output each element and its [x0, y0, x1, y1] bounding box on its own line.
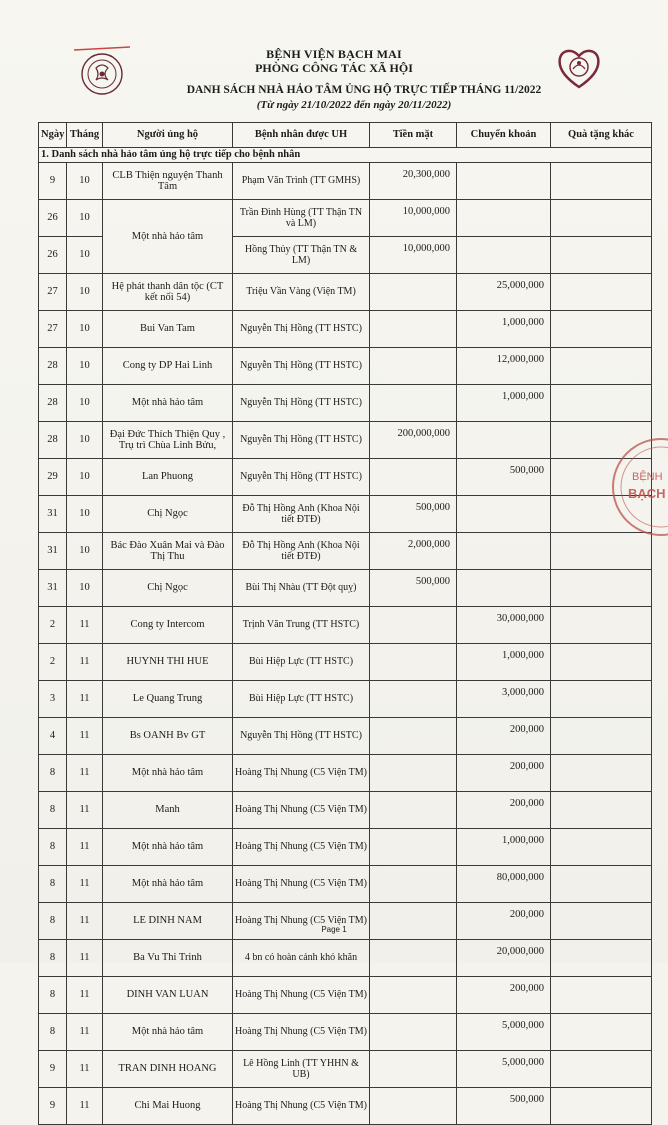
cell-patient: Hoàng Thị Nhung (C5 Viện TM): [233, 1088, 370, 1125]
cell-month: 11: [67, 866, 103, 903]
cell-donor: Một nhà hảo tâm: [103, 866, 233, 903]
table-row: [39, 829, 652, 866]
cell-day: 3: [39, 681, 67, 718]
cell-patient: Hoàng Thị Nhung (C5 Viện TM): [233, 866, 370, 903]
cell-cash: [370, 607, 457, 644]
cell-gift: [551, 1051, 652, 1088]
cell-cash: [370, 792, 457, 829]
cell-month: 11: [67, 644, 103, 681]
cell-day: 28: [39, 422, 67, 459]
table-row: [39, 163, 652, 200]
cell-patient: Đỗ Thị Hồng Anh (Khoa Nội tiết ĐTĐ): [233, 533, 370, 570]
cell-cash: 200,000,000: [370, 422, 457, 459]
cell-cash: 2,000,000: [370, 533, 457, 570]
table-row: [39, 200, 652, 237]
cell-cash: [370, 866, 457, 903]
document-title: DANH SÁCH NHÀ HẢO TÂM ỦNG HỘ TRỰC TIẾP THÁNG 11/2022: [186, 84, 542, 96]
cell-day: 28: [39, 385, 67, 422]
cell-transfer: 1,000,000: [457, 311, 551, 348]
cell-gift: [551, 977, 652, 1014]
table-row: [39, 940, 652, 977]
table-row: [39, 570, 652, 607]
cell-gift: [551, 718, 652, 755]
red-stamp: [606, 432, 668, 542]
cell-donor: Một nhà hảo tâm: [103, 200, 233, 274]
cell-patient: Bùi Hiệp Lực (TT HSTC): [233, 644, 370, 681]
cell-cash: [370, 644, 457, 681]
cell-day: 27: [39, 311, 67, 348]
cell-patient: Hoàng Thị Nhung (C5 Viện TM): [233, 829, 370, 866]
table-row: [39, 792, 652, 829]
cell-patient: Hoàng Thị Nhung (C5 Viện TM): [233, 792, 370, 829]
cell-month: 11: [67, 718, 103, 755]
cell-cash: [370, 940, 457, 977]
cell-transfer: 200,000: [457, 718, 551, 755]
table-row: [39, 718, 652, 755]
cell-transfer: 20,000,000: [457, 940, 551, 977]
cell-transfer: [457, 200, 551, 237]
col-header-transfer: Chuyển khoản: [457, 123, 551, 148]
cell-cash: [370, 1051, 457, 1088]
cell-cash: [370, 1088, 457, 1125]
table-row: [39, 866, 652, 903]
cell-gift: [551, 866, 652, 903]
cell-transfer: 200,000: [457, 977, 551, 1014]
cell-patient: Nguyễn Thị Hồng (TT HSTC): [233, 422, 370, 459]
cell-donor: Manh: [103, 792, 233, 829]
cell-month: 10: [67, 533, 103, 570]
cell-cash: 10,000,000: [370, 237, 457, 274]
cell-month: 11: [67, 607, 103, 644]
section-row: [39, 148, 652, 163]
table-row: [39, 385, 652, 422]
cell-transfer: 5,000,000: [457, 1051, 551, 1088]
cell-patient: Bùi Thị Nhàu (TT Đột quỵ): [233, 570, 370, 607]
cell-patient: Bùi Hiệp Lực (TT HSTC): [233, 681, 370, 718]
cell-gift: [551, 385, 652, 422]
cell-day: 2: [39, 607, 67, 644]
table-row: [39, 496, 652, 533]
cell-transfer: [457, 533, 551, 570]
col-header-gift: Quà tặng khác: [551, 123, 652, 148]
cell-day: 31: [39, 533, 67, 570]
cell-gift: [551, 755, 652, 792]
cell-patient: Hoàng Thị Nhung (C5 Viện TM): [233, 977, 370, 1014]
cell-month: 11: [67, 755, 103, 792]
cell-month: 10: [67, 348, 103, 385]
cell-day: 8: [39, 940, 67, 977]
cell-month: 11: [67, 681, 103, 718]
col-header-month: Tháng: [67, 123, 103, 148]
stamp-text-1: BỆNH: [632, 471, 663, 483]
cell-cash: 500,000: [370, 496, 457, 533]
cell-month: 11: [67, 792, 103, 829]
table-row: [39, 274, 652, 311]
cell-day: 4: [39, 718, 67, 755]
cell-transfer: 5,000,000: [457, 1014, 551, 1051]
cell-donor: Le Quang Trung: [103, 681, 233, 718]
cell-cash: [370, 829, 457, 866]
table-row: [39, 1088, 652, 1125]
cell-day: 29: [39, 459, 67, 496]
cell-month: 11: [67, 829, 103, 866]
stamp-text-2: BẠCH: [628, 486, 666, 501]
cell-gift: [551, 311, 652, 348]
cell-month: 10: [67, 163, 103, 200]
cell-donor: Một nhà hảo tâm: [103, 829, 233, 866]
cell-day: 8: [39, 866, 67, 903]
cell-gift: [551, 274, 652, 311]
table-row: [39, 533, 652, 570]
cell-month: 11: [67, 940, 103, 977]
table-row: [39, 1051, 652, 1088]
table-row: [39, 644, 652, 681]
cell-transfer: 200,000: [457, 792, 551, 829]
department-name: PHÒNG CÔNG TÁC XÃ HỘI: [255, 61, 413, 75]
cell-donor: HUYNH THI HUE: [103, 644, 233, 681]
cell-month: 10: [67, 237, 103, 274]
cell-transfer: 30,000,000: [457, 607, 551, 644]
cell-donor: Một nhà hảo tâm: [103, 1014, 233, 1051]
table-row: [39, 459, 652, 496]
cell-cash: [370, 311, 457, 348]
cell-gift: [551, 163, 652, 200]
cell-gift: [551, 681, 652, 718]
table-row: [39, 311, 652, 348]
cell-patient: Đỗ Thị Hồng Anh (Khoa Nội tiết ĐTĐ): [233, 496, 370, 533]
cell-cash: 20,300,000: [370, 163, 457, 200]
cell-cash: [370, 1014, 457, 1051]
cell-day: 8: [39, 755, 67, 792]
cell-donor: Ba Vu Thi Trinh: [103, 940, 233, 977]
table-row: [39, 607, 652, 644]
col-header-cash: Tiền mặt: [370, 123, 457, 148]
table-row: [39, 755, 652, 792]
cell-donor: Cong ty Intercom: [103, 607, 233, 644]
cell-month: 11: [67, 903, 103, 940]
cell-transfer: 500,000: [457, 1088, 551, 1125]
cell-cash: [370, 755, 457, 792]
cell-donor: LE DINH NAM: [103, 903, 233, 940]
cell-transfer: [457, 237, 551, 274]
cell-day: 9: [39, 163, 67, 200]
cell-transfer: 80,000,000: [457, 866, 551, 903]
cell-patient: Hoàng Thị Nhung (C5 Viện TM): [233, 903, 370, 940]
cell-month: 10: [67, 459, 103, 496]
cell-month: 10: [67, 422, 103, 459]
cell-patient: Nguyễn Thị Hồng (TT HSTC): [233, 311, 370, 348]
cell-donor: CLB Thiện nguyện Thanh Tâm: [103, 163, 233, 200]
cell-donor: Chị Ngọc: [103, 496, 233, 533]
cell-patient: Phạm Văn Trình (TT GMHS): [233, 163, 370, 200]
cell-month: 11: [67, 1051, 103, 1088]
table-row: [39, 681, 652, 718]
cell-patient: Lê Hồng Linh (TT YHHN & UB): [233, 1051, 370, 1088]
cell-patient: Trịnh Văn Trung (TT HSTC): [233, 607, 370, 644]
col-header-day: Ngày: [39, 123, 67, 148]
section-title: 1. Danh sách nhà hảo tâm ủng hộ trực tiếp cho bệnh nhân: [39, 148, 652, 163]
cell-cash: [370, 681, 457, 718]
cell-cash: [370, 274, 457, 311]
cell-patient: Hồng Thủy (TT Thận TN & LM): [233, 237, 370, 274]
cell-gift: [551, 348, 652, 385]
cell-day: 27: [39, 274, 67, 311]
table-row: [39, 422, 652, 459]
cell-donor: DINH VAN LUAN: [103, 977, 233, 1014]
cell-gift: [551, 1014, 652, 1051]
cell-patient: Triệu Vần Vàng (Viện TM): [233, 274, 370, 311]
cell-month: 10: [67, 385, 103, 422]
cell-day: 9: [39, 1088, 67, 1125]
cell-cash: 500,000: [370, 570, 457, 607]
cell-day: 26: [39, 237, 67, 274]
cell-patient: Hoàng Thị Nhung (C5 Viện TM): [233, 1014, 370, 1051]
page-number: Page 1: [321, 925, 347, 934]
cell-month: 11: [67, 1088, 103, 1125]
cell-day: 31: [39, 496, 67, 533]
cell-transfer: 12,000,000: [457, 348, 551, 385]
cell-month: 10: [67, 570, 103, 607]
cell-month: 10: [67, 496, 103, 533]
cell-transfer: [457, 422, 551, 459]
cell-gift: [551, 570, 652, 607]
cell-month: 10: [67, 200, 103, 237]
cell-patient: Hoàng Thị Nhung (C5 Viện TM): [233, 755, 370, 792]
cell-month: 11: [67, 1014, 103, 1051]
cell-transfer: 1,000,000: [457, 385, 551, 422]
cell-transfer: 1,000,000: [457, 829, 551, 866]
cell-donor: Lan Phuong: [103, 459, 233, 496]
cell-gift: [551, 1088, 652, 1125]
cell-gift: [551, 607, 652, 644]
cell-gift: [551, 792, 652, 829]
table-row: [39, 977, 652, 1014]
col-header-donor: Người ủng hộ: [103, 123, 233, 148]
cell-transfer: 500,000: [457, 459, 551, 496]
cell-patient: Nguyễn Thị Hồng (TT HSTC): [233, 348, 370, 385]
cell-transfer: 25,000,000: [457, 274, 551, 311]
cell-cash: [370, 348, 457, 385]
cell-transfer: 1,000,000: [457, 644, 551, 681]
cell-patient: Nguyễn Thị Hồng (TT HSTC): [233, 718, 370, 755]
cell-gift: [551, 829, 652, 866]
cell-donor: Đại Đức Thích Thiện Quy , Trụ trì Chùa Linh Bửu,: [103, 422, 233, 459]
cell-month: 10: [67, 311, 103, 348]
cell-donor: TRAN DINH HOANG: [103, 1051, 233, 1088]
document-period: (Từ ngày 21/10/2022 đến ngày 20/11/2022): [256, 99, 452, 111]
cell-day: 31: [39, 570, 67, 607]
cell-transfer: [457, 163, 551, 200]
cell-cash: [370, 385, 457, 422]
cell-transfer: [457, 570, 551, 607]
cell-day: 9: [39, 1051, 67, 1088]
cell-transfer: 200,000: [457, 903, 551, 940]
cell-day: 28: [39, 348, 67, 385]
cell-gift: [551, 237, 652, 274]
cell-cash: [370, 459, 457, 496]
cell-day: 8: [39, 1014, 67, 1051]
cell-transfer: 200,000: [457, 755, 551, 792]
cell-transfer: 3,000,000: [457, 681, 551, 718]
cell-day: 8: [39, 829, 67, 866]
cell-gift: [551, 644, 652, 681]
cell-month: 11: [67, 977, 103, 1014]
cell-cash: [370, 718, 457, 755]
cell-donor: Chị Ngọc: [103, 570, 233, 607]
cell-patient: Nguyễn Thị Hồng (TT HSTC): [233, 459, 370, 496]
cell-month: 10: [67, 274, 103, 311]
cell-donor: Hệ phát thanh dân tộc (CT kết nối 54): [103, 274, 233, 311]
cell-gift: [551, 200, 652, 237]
cell-donor: Bác Đào Xuân Mai và Đào Thị Thu: [103, 533, 233, 570]
cell-donor: Cong ty DP Hai Linh: [103, 348, 233, 385]
cell-day: 8: [39, 977, 67, 1014]
cell-donor: Bui Van Tam: [103, 311, 233, 348]
table-row: [39, 348, 652, 385]
cell-cash: 10,000,000: [370, 200, 457, 237]
cell-patient: Trần Đình Hùng (TT Thận TN và LM): [233, 200, 370, 237]
cell-day: 8: [39, 792, 67, 829]
col-header-patient: Bệnh nhân được UH: [233, 123, 370, 148]
cell-day: 8: [39, 903, 67, 940]
cell-day: 2: [39, 644, 67, 681]
cell-donor: Chi Mai Huong: [103, 1088, 233, 1125]
table-header-row: [39, 123, 652, 148]
cell-cash: [370, 977, 457, 1014]
cell-day: 26: [39, 200, 67, 237]
cell-gift: [551, 940, 652, 977]
cell-patient: Nguyễn Thị Hồng (TT HSTC): [233, 385, 370, 422]
cell-donor: Một nhà hảo tâm: [103, 385, 233, 422]
cell-patient: 4 bn có hoàn cảnh khó khăn: [233, 940, 370, 977]
donor-table: [38, 122, 652, 1125]
cell-donor: Một nhà hảo tâm: [103, 755, 233, 792]
table-row: [39, 1014, 652, 1051]
hospital-name: BỆNH VIỆN BẠCH MAI: [266, 47, 402, 61]
cell-donor: Bs OANH Bv GT: [103, 718, 233, 755]
cell-transfer: [457, 496, 551, 533]
